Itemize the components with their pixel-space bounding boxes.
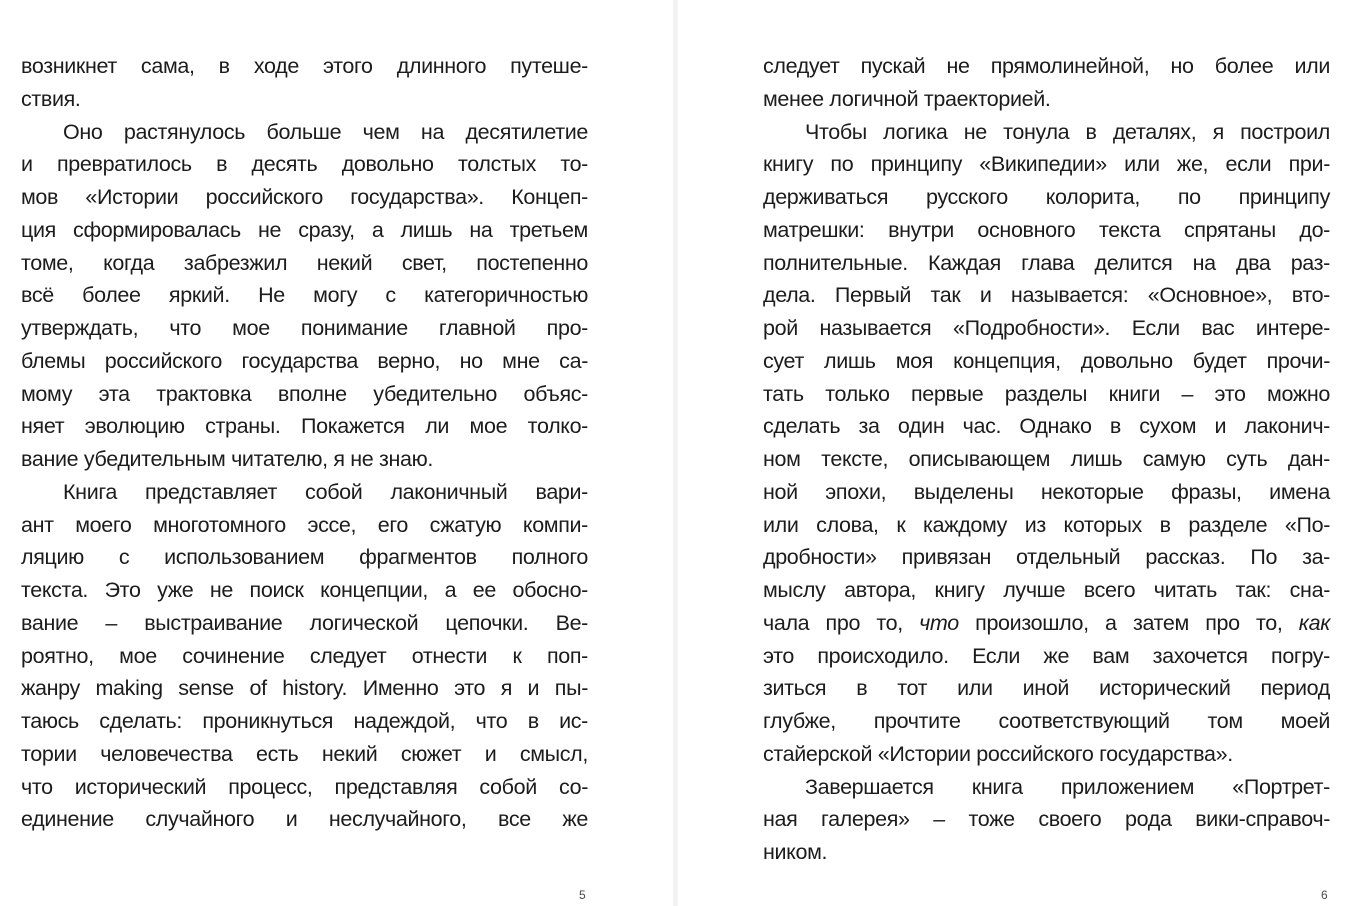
text-line: ствия. <box>21 86 81 111</box>
text-line: утверждать, что мое понимание главной про- <box>21 316 588 340</box>
text-line <box>763 214 1330 247</box>
text-segment: ная галерея» – тоже своего рода вики-справоч- <box>763 807 1330 832</box>
text-segment: тать только первые разделы книги – это можно <box>763 381 1330 406</box>
right-page-text <box>763 50 1330 869</box>
text-segment: дробности» привязан отдельный рассказ. По за- <box>763 545 1330 570</box>
left-page-number: 5 <box>579 888 586 902</box>
text-segment: Чтобы логика не тонула в деталях, я построил <box>805 119 1330 144</box>
right-page <box>678 0 1349 906</box>
text-line <box>763 378 1330 411</box>
text-line: Книга представляет собой лаконичный вари- <box>63 479 588 504</box>
text-line: томе, когда забрезжил некий свет, постепенно <box>21 250 588 275</box>
left-page <box>0 0 674 906</box>
text-line <box>763 738 1330 771</box>
text-line: вание убедительным читателю, я не знаю. <box>21 447 434 471</box>
italic-emphasis: что <box>919 610 959 635</box>
text-segment: зиться в тот или иной исторический период <box>763 676 1330 701</box>
text-segment: ником. <box>763 840 828 864</box>
text-segment: полнительные. Каждая глава делится на два раз- <box>763 250 1330 275</box>
text-line <box>763 247 1330 280</box>
text-segment: сует лишь моя концепция, довольно будет прочи- <box>763 348 1330 373</box>
text-line <box>763 607 1330 640</box>
text-line <box>763 443 1330 476</box>
left-page-text <box>21 50 588 836</box>
text-segment: матрешки: внутри основного текста спрятаны до- <box>763 217 1330 242</box>
text-line <box>763 705 1330 738</box>
text-line: жанру making sense of history. Именно это я и пы- <box>21 676 588 701</box>
text-line: и превратилось в десять довольно толстых то- <box>21 152 588 177</box>
text-line <box>763 181 1330 214</box>
text-line: таюсь сделать: проникнуться надеждой, что в ис- <box>21 709 588 733</box>
text-line: тории человечества есть некий сюжет и смысл, <box>21 741 588 766</box>
text-line <box>763 476 1330 509</box>
text-segment: чала про то, <box>763 610 920 635</box>
text-segment: ной эпохи, выделены некоторые фразы, имена <box>763 479 1330 504</box>
italic-emphasis: как <box>1298 610 1330 635</box>
text-segment: это происходило. Если же вам захочется погру- <box>763 643 1330 668</box>
text-segment: книгу по принципу «Википедии» или же, если при- <box>763 152 1330 177</box>
text-segment: Завершается книга приложением «Портрет- <box>805 774 1330 799</box>
right-page-number: 6 <box>1321 888 1328 902</box>
text-line <box>763 50 1330 83</box>
text-segment: держиваться русского колорита, по принципу <box>763 185 1330 209</box>
text-segment: ном тексте, описывающем лишь самую суть дан- <box>763 447 1330 471</box>
text-line <box>763 148 1330 181</box>
text-segment: дела. Первый так и называется: «Основное», вто- <box>763 283 1330 308</box>
text-line: всё более яркий. Не могу с категоричностью <box>21 283 588 308</box>
text-line: вание – выстраивание логической цепочки. Ве- <box>21 610 588 635</box>
text-line <box>763 803 1330 836</box>
text-line <box>763 836 1330 869</box>
text-line <box>763 83 1330 116</box>
text-line <box>763 574 1330 607</box>
text-segment: глубже, прочтите соответствующий том моей <box>763 709 1330 733</box>
text-line <box>763 541 1330 574</box>
text-line: Оно растянулось больше чем на десятилетие <box>63 119 588 144</box>
text-segment: мыслу автора, книгу лучше всего читать так: сна- <box>763 578 1330 602</box>
text-line: возникнет сама, в ходе этого длинного путеше- <box>21 54 588 78</box>
text-line: мов «Истории российского государства». Концеп- <box>21 185 588 209</box>
text-line: няет эволюцию страны. Покажется ли мое толко- <box>21 414 588 439</box>
text-segment: сделать за один час. Однако в сухом и лаконич- <box>763 414 1330 439</box>
text-line: единение случайного и неслучайного, все же <box>21 807 588 832</box>
text-line: мому эта трактовка вполне убедительно объяс- <box>21 381 588 406</box>
text-line <box>763 279 1330 312</box>
text-line: ляцию с использованием фрагментов полного <box>21 545 588 570</box>
text-line <box>763 410 1330 443</box>
text-line: роятно, мое сочинение следует отнести к поп- <box>21 643 588 668</box>
text-line: текста. Это уже не поиск концепции, а ее обосно- <box>21 578 588 602</box>
text-line <box>763 672 1330 705</box>
text-line <box>763 312 1330 345</box>
text-line: что исторический процесс, представляя собой со- <box>21 774 588 799</box>
text-segment: стайерской «Истории российского государства». <box>763 741 1233 766</box>
text-segment: менее логичной траекторией. <box>763 86 1051 111</box>
text-segment: следует пускай не прямолинейной, но более или <box>763 54 1330 78</box>
text-line <box>763 771 1330 804</box>
text-segment: произошло, а затем про то, <box>958 610 1299 635</box>
text-line <box>763 640 1330 673</box>
text-line: ант моего многотомного эссе, его сжатую компи- <box>21 512 588 537</box>
text-line <box>763 345 1330 378</box>
text-segment: рой называется «Подробности». Если вас интере- <box>763 316 1330 340</box>
text-segment: или слова, к каждому из которых в разделе «По- <box>763 512 1330 537</box>
text-line: ция сформировалась не сразу, а лишь на третьем <box>21 217 588 242</box>
text-line: блемы российского государства верно, но мне са- <box>21 348 588 373</box>
text-line <box>763 509 1330 542</box>
text-line <box>763 116 1330 149</box>
